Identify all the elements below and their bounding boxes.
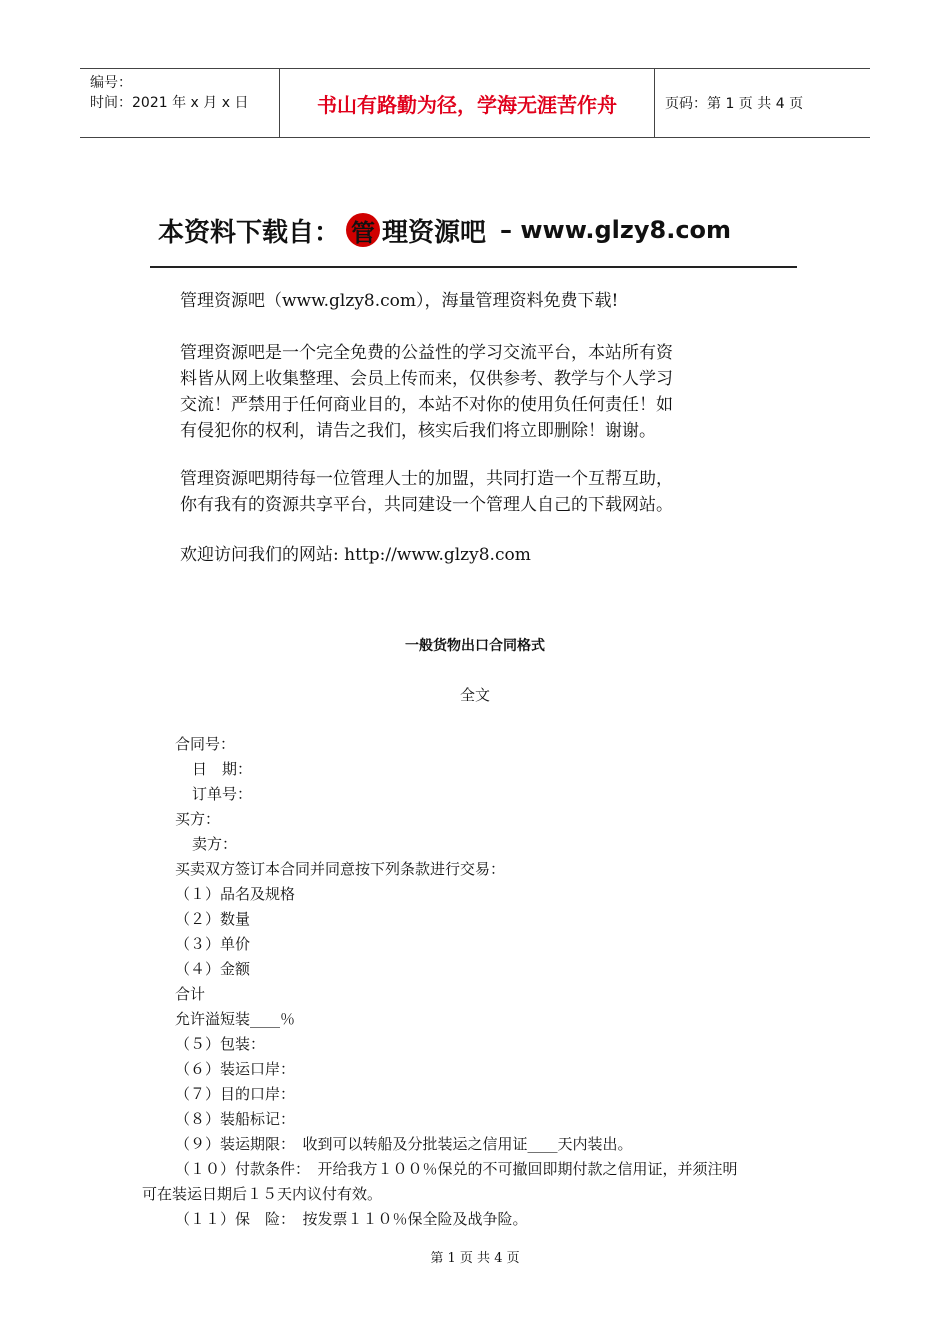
clause-6: （６）装运口岸： (175, 1060, 296, 1078)
notice-welcome (180, 542, 780, 568)
buyer: 买方： (175, 810, 221, 828)
notice-text: 管理资源吧期待每一位管理人士的加盟，共同打造一个互帮互助， (180, 469, 673, 489)
agreement-intro: 买卖双方签订本合同并同意按下列条款进行交易： (175, 860, 506, 878)
notice-text: 有侵犯你的权利，请告之我们，核实后我们将立即删除！谢谢。 (180, 421, 656, 441)
notice-paragraph-3 (180, 466, 780, 518)
serial-label: 编号： (90, 75, 132, 91)
clause-8: （８）装船标记： (175, 1110, 296, 1128)
document-title: 一般货物出口合同格式 (405, 638, 545, 654)
banner-logo-circle: 管 (346, 213, 380, 247)
seller: 卖方： (192, 835, 238, 853)
header-motto: 书山有路勤为径，学海无涯苦作舟 (280, 69, 655, 137)
clause-11: （１１）保 险： 按发票１１０％保全险及战争险。 (175, 1210, 528, 1228)
notice-text: 你有我有的资源共享平台，共同建设一个管理人自己的下载网站。 (180, 495, 673, 515)
download-banner (158, 208, 731, 252)
clause-2: （２）数量 (175, 910, 251, 928)
banner-divider (150, 266, 797, 268)
clause-10-cont: 可在装运日期后１５天内议付有效。 (142, 1185, 383, 1203)
total: 合计 (175, 985, 206, 1003)
contract-date: 日 期： (192, 760, 253, 778)
clause-9: （９）装运期限： 收到可以转船及分批装运之信用证____天内装出。 (175, 1135, 633, 1153)
clause-5: （５）包装： (175, 1035, 266, 1053)
header-meta (80, 69, 280, 137)
notice-text: 交流！严禁用于任何商业目的，本站不对你的使用负任何责任！如 (180, 395, 673, 415)
notice-welcome-text[interactable]: 欢迎访问我们的网站: http://www.glzy8.com (180, 545, 531, 565)
banner-site-name: 理资源吧 (382, 217, 487, 248)
notice-paragraph-2 (180, 340, 780, 444)
document-header (80, 68, 870, 138)
notice-text: 料皆从网上收集整理、会员上传而来，仅供参考、教学与个人学习 (180, 369, 673, 389)
document-subtitle: 全文 (459, 686, 490, 704)
time-label: 时间：2021 年 x 月 x 日 (90, 95, 249, 111)
contract-no: 合同号： (175, 735, 236, 753)
banner-prefix: 本资料下载自： (158, 217, 341, 248)
page-footer: 第 1 页 共 4 页 (430, 1251, 520, 1266)
clause-10: （１０）付款条件： 开给我方１００％保兑的不可撤回即期付款之信用证，并须注明 (175, 1160, 738, 1178)
clause-4: （４）金额 (175, 960, 251, 978)
tolerance: 允许溢短装____％ (175, 1010, 296, 1028)
notice-line-1 (180, 288, 780, 314)
notice-intro: 管理资源吧（www.glzy8.com），海量管理资料免费下载! (180, 291, 619, 311)
notice-text: 管理资源吧是一个完全免费的公益性的学习交流平台，本站所有资 (180, 343, 673, 363)
banner-url: – www.glzy8.com (500, 216, 732, 244)
clause-7: （７）目的口岸： (175, 1085, 296, 1103)
header-page-info: 页码：第 1 页 共 4 页 (665, 96, 804, 112)
clause-3: （３）单价 (175, 935, 251, 953)
order-no: 订单号： (192, 785, 253, 803)
clause-1: （１）品名及规格 (175, 885, 296, 903)
